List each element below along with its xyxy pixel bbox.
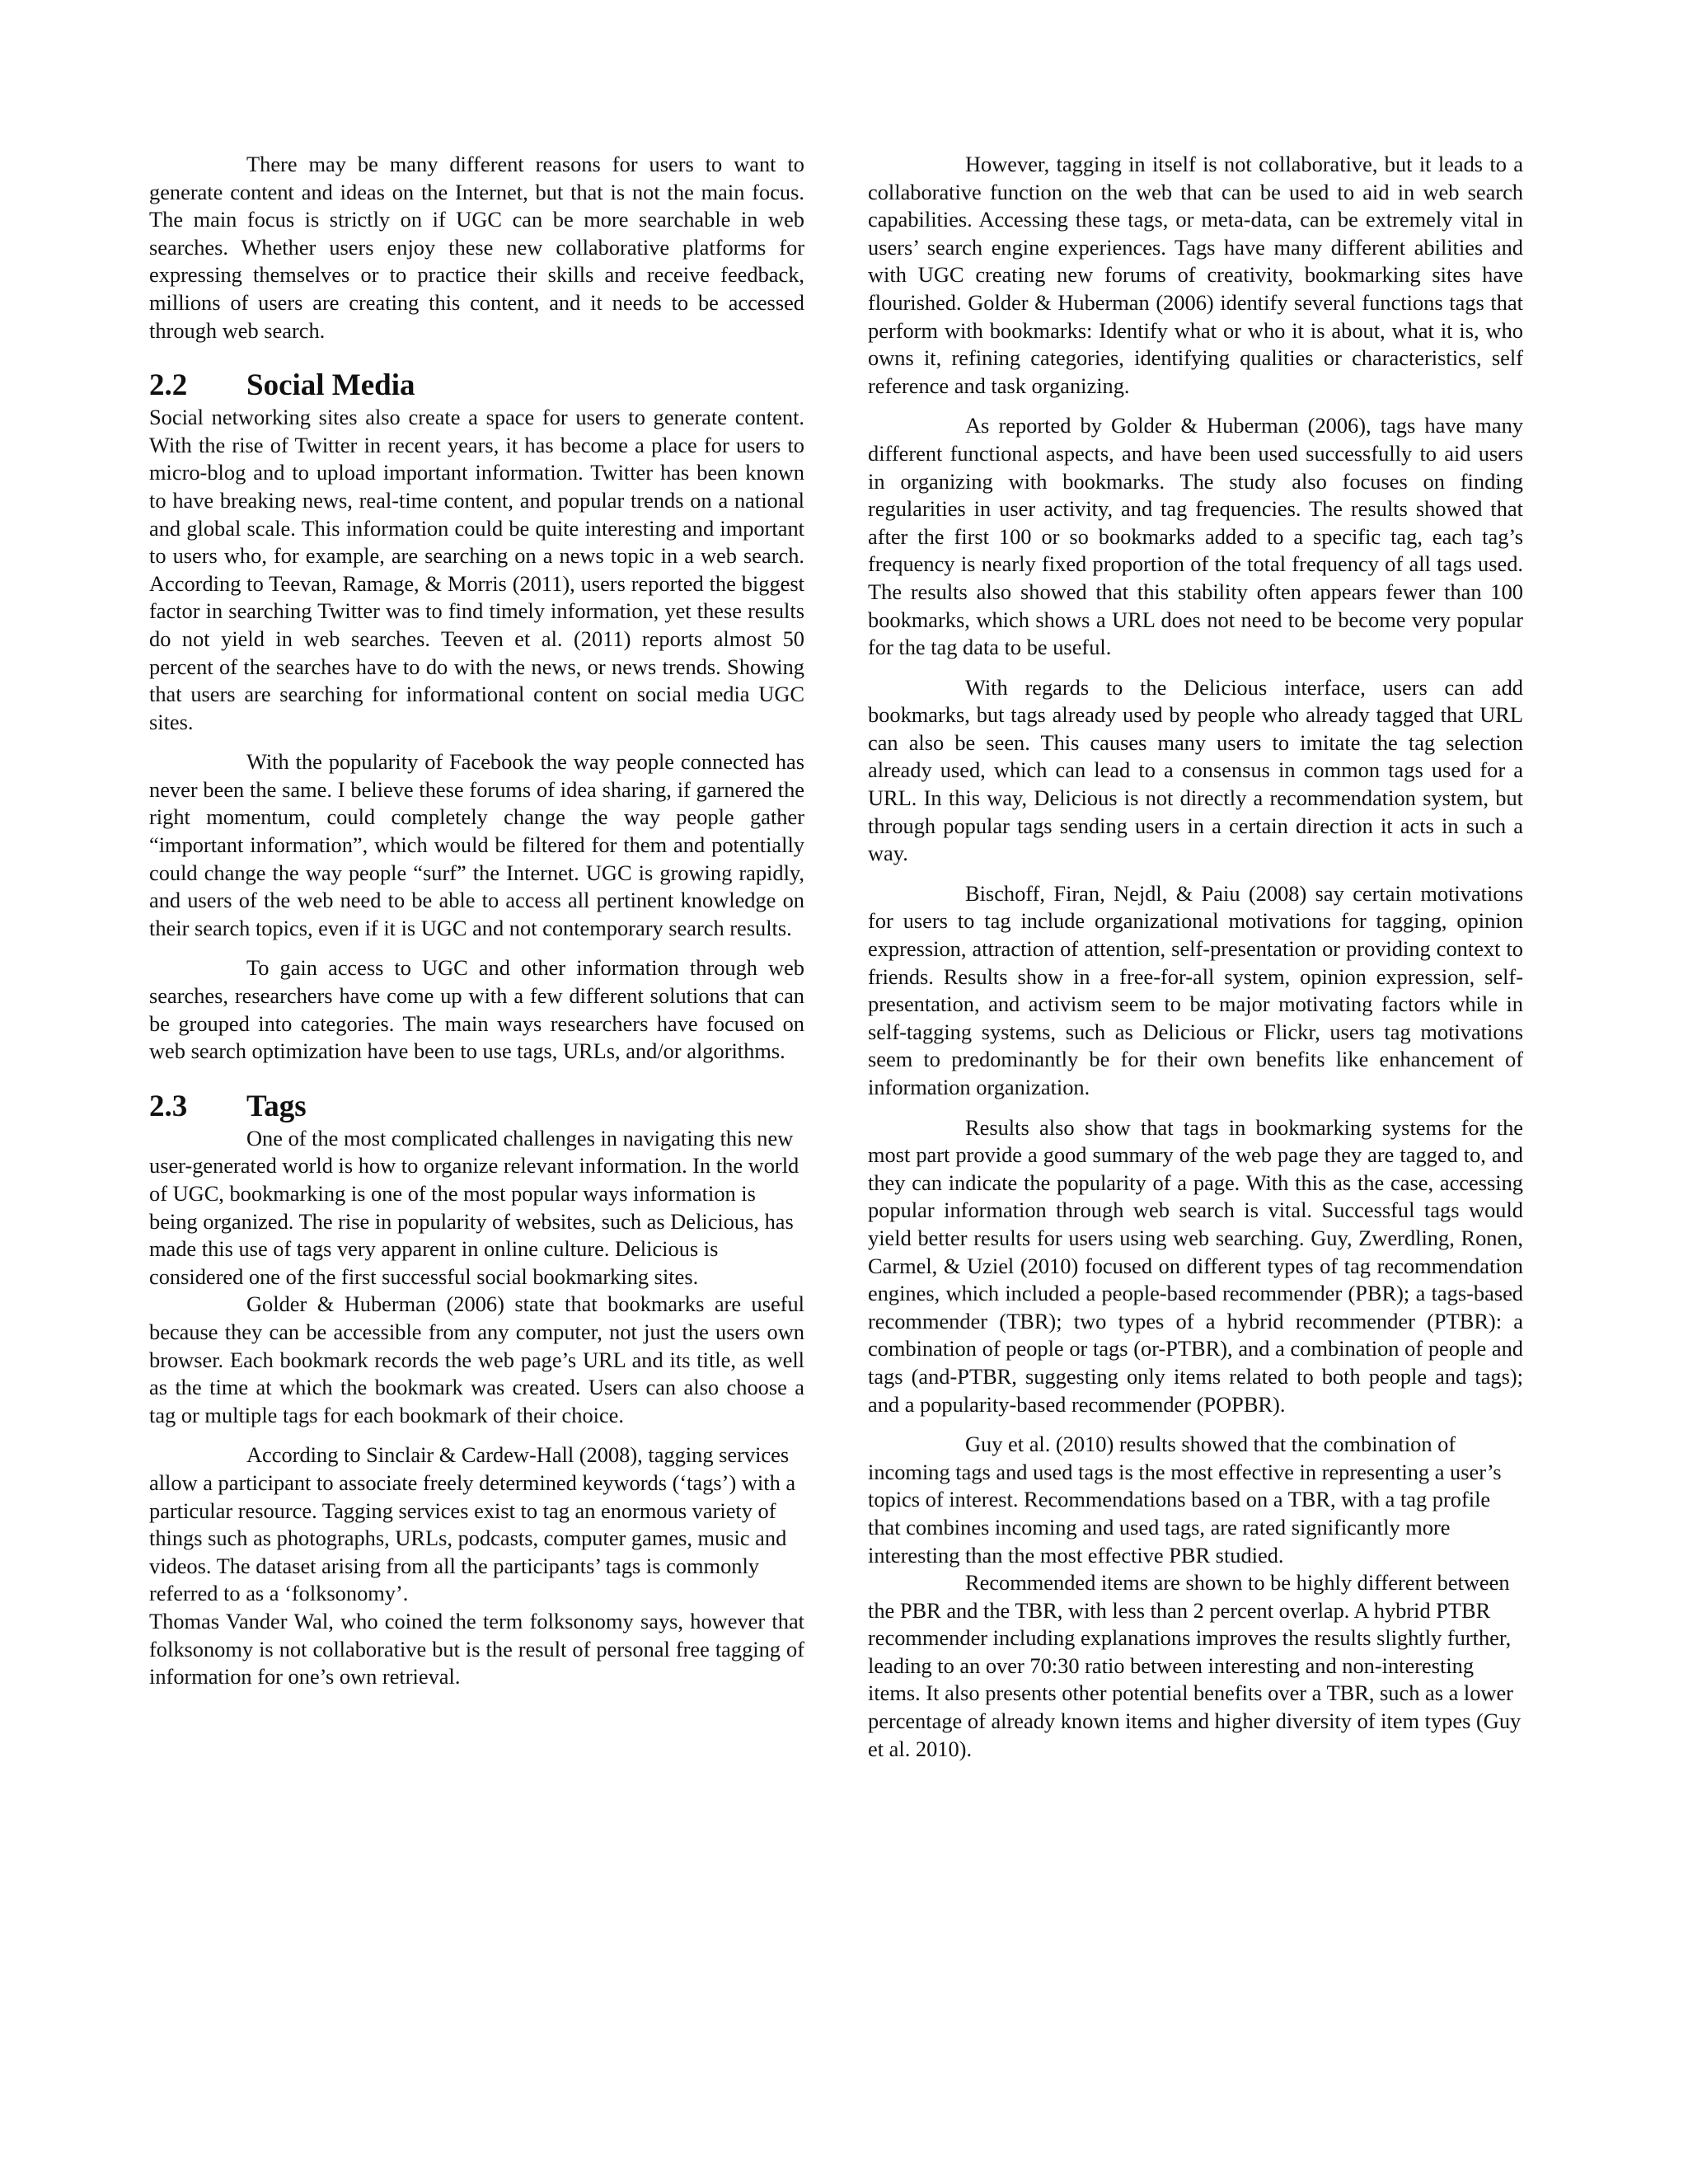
left-column	[149, 151, 804, 1704]
paragraph: Guy et al. (2010) results showed that the combination of incoming tags and used tags is the most effective in representing a user’s topics of interest. Recommendations based on a TBR, with a tag profile that combines incoming and used tags, are rated significantly more interesting than the most effective PBR studied.	[868, 1432, 1502, 1568]
paragraph: With regards to the Delicious interface, users can add bookmarks, but tags already used by people who already tagged that URL can also be seen. This causes many users to imitate the tag selection already used, which can lead to a consensus in common tags used for a URL. In this way, Delicious is not directly a recommendation system, but through popular tags sending users in a certain direction it acts in such a way.	[868, 674, 1523, 866]
paragraph: Social networking sites also create a space for users to generate content. With the rise of Twitter in recent years, it has become a place for users to micro-blog and to upload important information. Twitter has been known to have breaking news, real-time content, and popular trends on a national and global scale. This information could be quite interesting and important to users who, for example, are searching on a news topic in a web search. According to Teevan, Ramage, & Morris (2011), users reported the biggest factor in searching Twitter was to find timely information, yet these results do not yield in web searches. Teeven et al. (2011) reports almost 50 percent of the searches have to do with the news, or news trends. Showing that users are searching for informational content on social media UGC sites.	[149, 405, 804, 734]
section-title: Tags	[246, 1089, 307, 1123]
paragraph: Thomas Vander Wal, who coined the term folksonomy says, however that folksonomy is not collaborative but is the result of personal free tagging of information for one’s own retrieval.	[149, 1608, 804, 1690]
paragraph: Golder & Huberman (2006) state that bookmarks are useful because they can be accessible from any computer, not just the users own browser. Each bookmark records the web page’s URL and its title, as well as the time at which the bookmark was created. Users can also choose a tag or multiple tags for each bookmark of their choice.	[149, 1291, 804, 1427]
section-heading-social-media	[149, 368, 804, 404]
paragraph: However, tagging in itself is not collaborative, but it leads to a collaborative function on the web that can be used to aid in web search capabilities. Accessing these tags, or meta-data, can be extremely vital in users’ search engine experiences. Tags have many different abilities and with UGC creating new forums of creativity, bookmarking sites have flourished. Golder & Huberman (2006) identify several functions tags that perform with bookmarks: Identify what or who it is about, what it is, who owns it, refining categories, identifying qualities or characteristics, self reference and task organizing.	[868, 152, 1523, 398]
paragraph: Results also show that tags in bookmarking systems for the most part provide a good summary of the web page they are tagged to, and they can indicate the popularity of a page. With this as the case, accessing popular information through web search is vital. Successful tags would yield better results for users using web searching. Guy, Zwerdling, Ronen, Carmel, & Uziel (2010) focused on different types of tag recommendation engines, which included a people-based recommender (PBR); a tags-based recommender (TBR); two types of a hybrid recommender (PTBR): a combination of people or tags (or-PTBR), and a combination of people and tags (and-PTBR, suggesting only items related to both people and tags); and a popularity-based recommender (POPBR).	[868, 1114, 1523, 1417]
paragraph: According to Sinclair & Cardew-Hall (2008), tagging services allow a participant to associate freely determined keywords (‘tags’) with a particular resource. Tagging services exist to tag an enormous variety of things such as photographs, URLs, podcasts, computer games, music and videos. The dataset arising from all the participants’ tags is commonly referred to as a ‘folksonomy’.	[149, 1442, 796, 1606]
section-number: 2.3	[149, 1089, 188, 1123]
paragraph: As reported by Golder & Huberman (2006), tags have many different functional aspects, and have been used successfully to aid users in organizing with bookmarks. The study also focuses on finding regularities in user activity, and tag frequencies. The results showed that after the first 100 or so bookmarks added to a specific tag, each tag’s frequency is nearly fixed proportion of the total frequency of all tags used. The results also showed that this stability often appears fewer than 100 bookmarks, which shows a URL does not need to be become very popular for the tag data to be useful.	[868, 413, 1523, 660]
paragraph: To gain access to UGC and other information through web searches, researchers have come up with a few different solutions that can be grouped into categories. The main ways researchers have focused on web search optimization have been to use tags, URLs, and/or algorithms.	[149, 955, 804, 1064]
paragraph: Recommended items are shown to be highly different between the PBR and the TBR, with less than 2 percent overlap. A hybrid PTBR recommender including explanations improves the results slightly further, leading to an over 70:30 ratio between interesting and non-interesting items. It also presents other potential benefits over a TBR, such as a lower percentage of already known items and higher diversity of item types (Guy et al. 2010).	[868, 1570, 1522, 1761]
section-heading-tags	[149, 1089, 804, 1125]
paragraph: Bischoff, Firan, Nejdl, & Paiu (2008) say certain motivations for users to tag include organizational motivations for tagging, opinion expression, attraction of attention, self-presentation or providing context to friends. Results show in a free-for-all system, opinion expression, self-presentation, and activism seem to be major motivating factors while in self-tagging systems, such as Delicious or Flickr, users tag motivations seem to predominantly be for their own benefits like enhancement of information organization.	[868, 880, 1523, 1099]
paragraph: With the popularity of Facebook the way people connected has never been the same. I believe these forums of idea sharing, if garnered the right momentum, could completely change the way people gather “important information”, which would be filtered for them and potentially could change the way people “surf” the Internet. UGC is growing rapidly, and users of the web need to be able to access all pertinent knowledge on their search topics, even if it is UGC and not contemporary search results.	[149, 749, 804, 940]
paragraph: There may be many different reasons for users to want to generate content and ideas on the Internet, but that is not the main focus. The main focus is strictly on if UGC can be more searchable in web searches. Whether users enjoy these new collaborative platforms for expressing themselves or to practice their skills and receive feedback, millions of users are creating this content, and it needs to be accessed through web search.	[149, 152, 804, 343]
section-number: 2.2	[149, 368, 188, 403]
right-column	[868, 151, 1523, 1775]
paragraph: One of the most complicated challenges in navigating this new user-generated world is how to organize relevant information. In the world of UGC, bookmarking is one of the most popular ways information is being organized. The rise in popularity of websites, such as Delicious, has made this use of tags very apparent in online culture. Delicious is considered one of the first successful social bookmarking sites.	[149, 1125, 799, 1289]
section-title: Social Media	[246, 368, 415, 403]
